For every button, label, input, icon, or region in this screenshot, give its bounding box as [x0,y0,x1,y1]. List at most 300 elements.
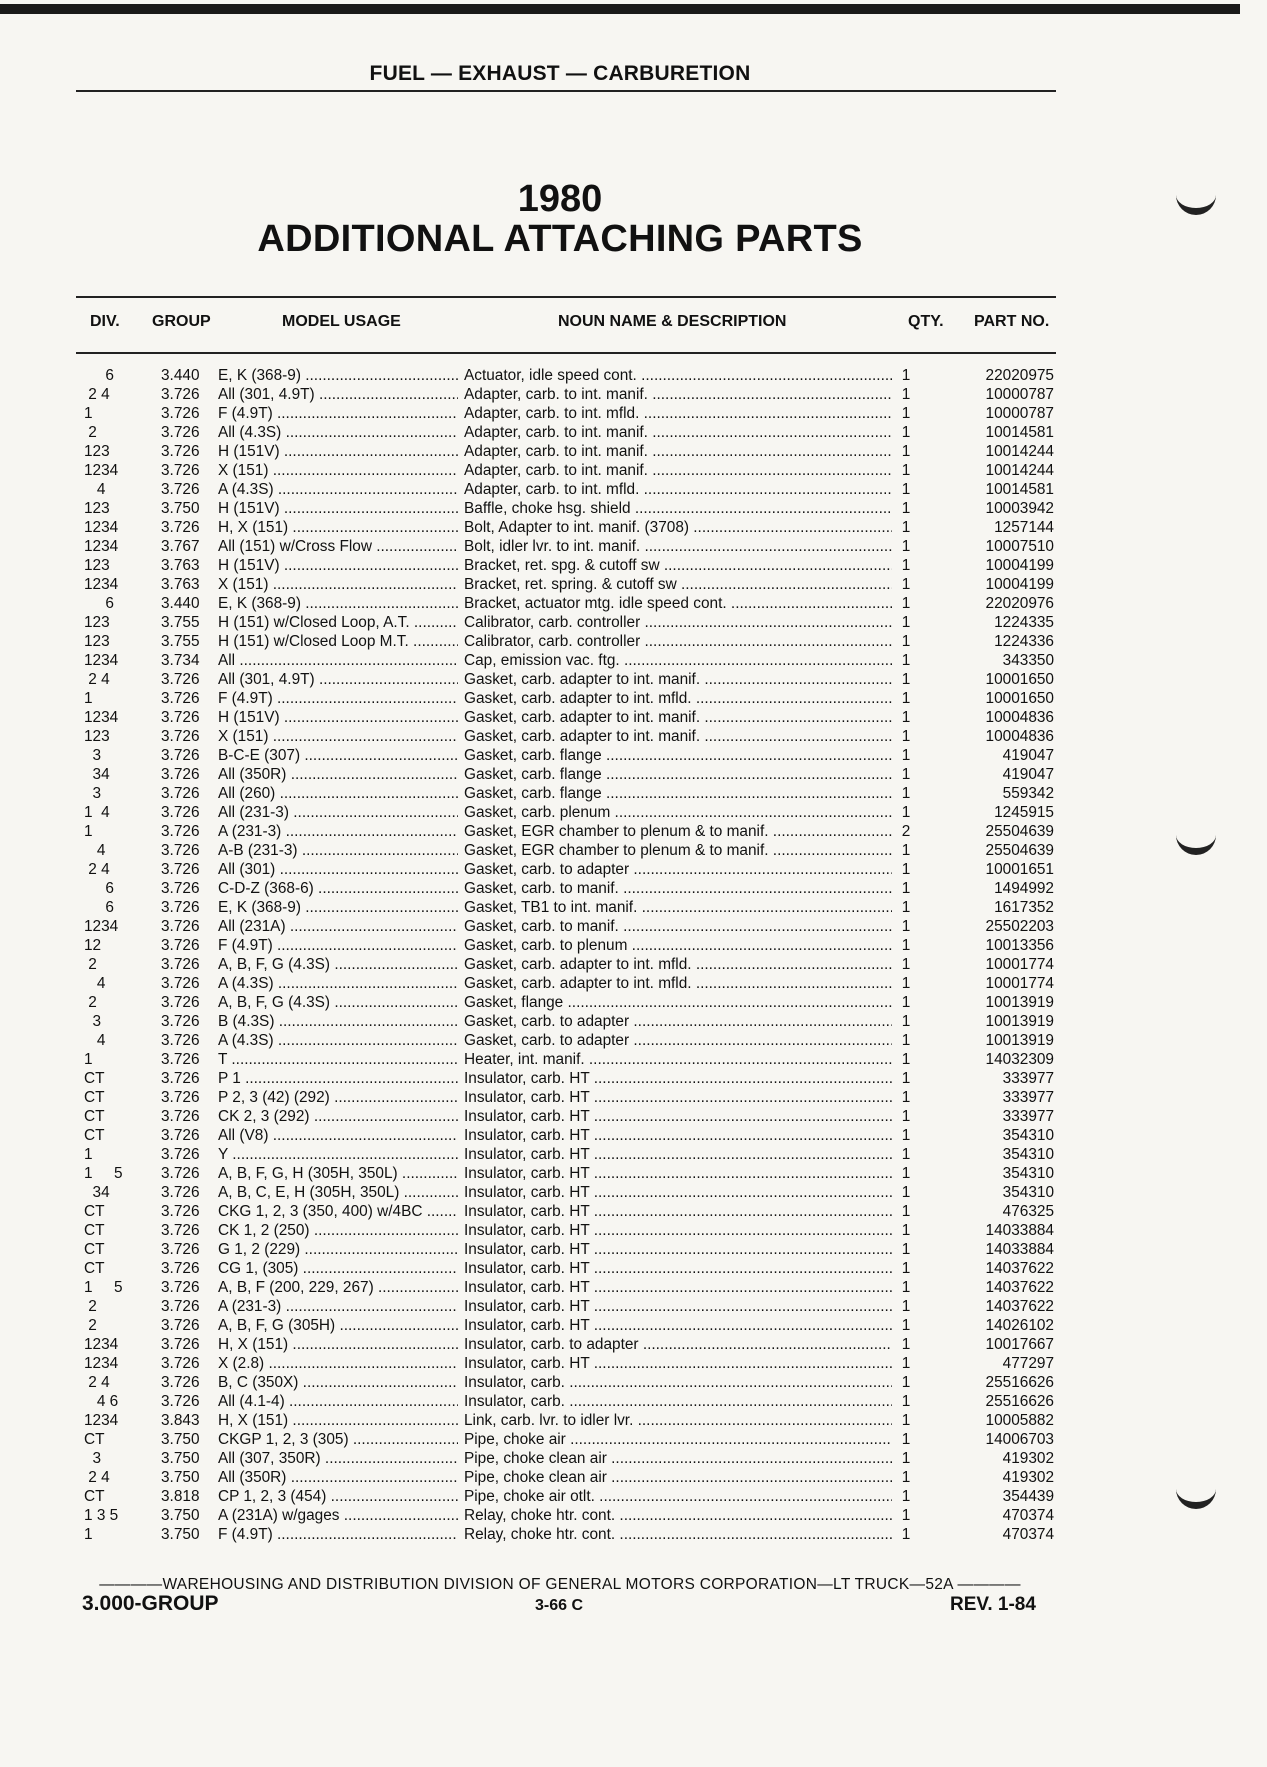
cell-description: Insulator, carb. HT ..... [464,1240,892,1259]
cell-qty: 1 [901,766,911,783]
cell-div: 2 [84,424,97,441]
punch-hole-mark [1176,186,1216,215]
cell-model-usage: B-C-E (307) ..... [218,746,458,765]
cell-qty: 1 [901,1412,911,1429]
cell-part-no: 25504639 [985,823,1054,840]
cell-div: 1 5 [84,1279,123,1296]
cell-part-no: 354310 [1002,1165,1054,1182]
cell-model-usage: H (151V) ..... [218,556,458,575]
cell-model-usage: H, X (151) ..... [218,1335,458,1354]
cell-div: 2 4 [84,386,110,403]
header-bottom-rule [76,352,1056,354]
cell-description: Relay, choke htr. cont. ..... [464,1506,892,1525]
header-top-rule [76,296,1056,298]
cell-div: 123 [84,728,110,745]
cell-div: 1234 [84,576,119,593]
cell-description: Gasket, EGR chamber to plenum & to manif. ..... [464,841,892,860]
cell-part-no: 419047 [1002,747,1054,764]
cell-qty: 1 [901,1260,911,1277]
table-row [76,879,1066,898]
cell-qty: 1 [901,1032,911,1049]
cell-div: CT [84,1108,105,1125]
table-row [76,518,1066,537]
table-row [76,1392,1066,1411]
cell-model-usage: All (307, 350R) ..... [218,1449,458,1468]
cell-part-no: 10004836 [985,728,1054,745]
cell-part-no: 25504639 [985,842,1054,859]
cell-model-usage: All (260) ..... [218,784,458,803]
cell-model-usage: B (4.3S) ..... [218,1012,458,1031]
cell-group: 3.726 [161,1070,200,1087]
cell-description: Insulator, carb. HT ..... [464,1183,892,1202]
cell-description: Heater, int. manif. ..... [464,1050,892,1069]
cell-qty: 1 [901,899,911,916]
cell-qty: 1 [901,386,911,403]
cell-group: 3.440 [161,595,200,612]
table-row [76,974,1066,993]
header-div: DIV. [90,313,120,330]
punch-hole-mark [1176,826,1216,855]
cell-div: CT [84,1260,105,1277]
cell-group: 3.750 [161,500,200,517]
cell-description: Insulator, carb. HT ..... [464,1088,892,1107]
cell-qty: 1 [901,1355,911,1372]
cell-description: Insulator, carb. HT ..... [464,1297,892,1316]
cell-model-usage: All (4.1-4) ..... [218,1392,458,1411]
cell-part-no: 14033884 [985,1241,1054,1258]
cell-group: 3.726 [161,899,200,916]
cell-group: 3.726 [161,1203,200,1220]
table-row [76,898,1066,917]
cell-model-usage: A, B, F, G (4.3S) ..... [218,955,458,974]
table-row [76,385,1066,404]
table-row [76,1316,1066,1335]
cell-qty: 1 [901,405,911,422]
cell-model-usage: A, B, F, G (305H) ..... [218,1316,458,1335]
cell-description: Relay, choke htr. cont. ..... [464,1525,892,1544]
cell-div: 2 [84,956,97,973]
table-row [76,1525,1066,1544]
table-row [76,556,1066,575]
cell-group: 3.726 [161,1165,200,1182]
page-year: 1980 [517,178,603,220]
cell-model-usage: T ..... [218,1050,458,1069]
cell-qty: 1 [901,975,911,992]
cell-description: Adapter, carb. to int. manif. ..... [464,423,892,442]
cell-qty: 1 [901,614,911,631]
cell-model-usage: G 1, 2 (229) ..... [218,1240,458,1259]
cell-part-no: 10014244 [985,443,1054,460]
cell-part-no: 25516626 [985,1374,1054,1391]
cell-model-usage: H, X (151) ..... [218,1411,458,1430]
cell-qty: 1 [901,1488,911,1505]
cell-part-no: 10001650 [985,671,1054,688]
cell-description: Gasket, carb. adapter to int. mfld. ..... [464,974,892,993]
table-row [76,1164,1066,1183]
table-row [76,917,1066,936]
cell-qty: 1 [901,633,911,650]
cell-group: 3.818 [161,1488,200,1505]
cell-div: 1234 [84,652,119,669]
cell-model-usage: A, B, F, G (4.3S) ..... [218,993,458,1012]
table-row [76,480,1066,499]
cell-group: 3.726 [161,1355,200,1372]
cell-part-no: 477297 [1002,1355,1054,1372]
cell-description: Link, carb. lvr. to idler lvr. ..... [464,1411,892,1430]
header-model-usage: MODEL USAGE [282,313,401,330]
cell-model-usage: P 1 ..... [218,1069,458,1088]
cell-div: 123 [84,633,110,650]
cell-description: Insulator, carb. HT ..... [464,1202,892,1221]
cell-part-no: 10013919 [985,1013,1054,1030]
cell-group: 3.726 [161,709,200,726]
cell-part-no: 1617352 [994,899,1054,916]
cell-description: Gasket, carb. plenum ..... [464,803,892,822]
cell-div: 1 [84,1146,93,1163]
cell-qty: 1 [901,956,911,973]
cell-part-no: 14037622 [985,1279,1054,1296]
cell-group: 3.750 [161,1526,200,1543]
cell-div: 2 [84,1317,97,1334]
cell-div: 4 [84,975,106,992]
cell-group: 3.726 [161,1336,200,1353]
cell-model-usage: B, C (350X) ..... [218,1373,458,1392]
table-row [76,1145,1066,1164]
cell-div: 4 [84,1032,106,1049]
cell-qty: 1 [901,652,911,669]
cell-group: 3.750 [161,1469,200,1486]
cell-model-usage: CKG 1, 2, 3 (350, 400) w/4BC ..... [218,1202,458,1221]
cell-qty: 2 [901,823,911,840]
footer-publisher-line: ————WAREHOUSING AND DISTRIBUTION DIVISION OF GENERAL MOTORS CORPORATION—LT TRUCK—52A ———— [99,1576,1021,1593]
cell-div: 1234 [84,918,119,935]
cell-description: Bracket, actuator mtg. idle speed cont. ..... [464,594,892,613]
cell-group: 3.726 [161,785,200,802]
punch-hole-mark [1176,1480,1216,1509]
cell-description: Cap, emission vac. ftg. ..... [464,651,892,670]
cell-group: 3.750 [161,1431,200,1448]
cell-qty: 1 [901,500,911,517]
table-row [76,708,1066,727]
cell-qty: 1 [901,1374,911,1391]
cell-description: Gasket, carb. adapter to int. mfld. ..... [464,955,892,974]
cell-div: 4 6 [84,1393,119,1410]
cell-div: 1 [84,823,93,840]
cell-group: 3.763 [161,557,200,574]
cell-group: 3.750 [161,1507,200,1524]
cell-part-no: 419302 [1002,1450,1054,1467]
cell-qty: 1 [901,1013,911,1030]
cell-qty: 1 [901,804,911,821]
cell-group: 3.726 [161,386,200,403]
cell-model-usage: F (4.9T) ..... [218,936,458,955]
cell-description: Gasket, carb. to adapter ..... [464,860,892,879]
cell-group: 3.726 [161,918,200,935]
cell-qty: 1 [901,1051,911,1068]
cell-part-no: 10001774 [985,975,1054,992]
cell-qty: 1 [901,918,911,935]
cell-part-no: 10001774 [985,956,1054,973]
cell-model-usage: All (301, 4.9T) ..... [218,670,458,689]
table-row [76,1430,1066,1449]
cell-description: Bolt, idler lvr. to int. manif. ..... [464,537,892,556]
cell-part-no: 14033884 [985,1222,1054,1239]
table-row [76,727,1066,746]
table-row [76,936,1066,955]
cell-div: 1 4 [84,804,110,821]
cell-part-no: 354310 [1002,1146,1054,1163]
cell-model-usage: A (4.3S) ..... [218,480,458,499]
table-row [76,1335,1066,1354]
cell-part-no: 10004199 [985,557,1054,574]
cell-group: 3.726 [161,405,200,422]
table-row [76,841,1066,860]
header-description: NOUN NAME & DESCRIPTION [558,313,787,330]
cell-part-no: 10005882 [985,1412,1054,1429]
table-row [76,803,1066,822]
cell-group: 3.726 [161,994,200,1011]
cell-qty: 1 [901,1127,911,1144]
cell-description: Gasket, carb. flange ..... [464,746,892,765]
cell-group: 3.755 [161,614,200,631]
cell-div: 1 [84,405,93,422]
cell-model-usage: H (151V) ..... [218,708,458,727]
cell-qty: 1 [901,424,911,441]
cell-part-no: 10014244 [985,462,1054,479]
cell-div: 3 [84,747,102,764]
cell-qty: 1 [901,690,911,707]
cell-model-usage: All (301, 4.9T) ..... [218,385,458,404]
footer-revision: REV. 1-84 [950,1594,1036,1615]
cell-qty: 1 [901,671,911,688]
cell-div: 1 3 5 [84,1507,119,1524]
cell-model-usage: P 2, 3 (42) (292) ..... [218,1088,458,1107]
cell-qty: 1 [901,842,911,859]
cell-model-usage: CK 2, 3 (292) ..... [218,1107,458,1126]
cell-group: 3.726 [161,1127,200,1144]
cell-qty: 1 [901,1203,911,1220]
cell-div: CT [84,1203,105,1220]
cell-part-no: 10000787 [985,386,1054,403]
table-row [76,461,1066,480]
cell-group: 3.726 [161,880,200,897]
parts-table-body [76,366,1066,1544]
table-row [76,1487,1066,1506]
cell-group: 3.726 [161,1032,200,1049]
cell-model-usage: A, B, F (200, 229, 267) ..... [218,1278,458,1297]
cell-qty: 1 [901,462,911,479]
cell-qty: 1 [901,728,911,745]
cell-description: Gasket, flange ..... [464,993,892,1012]
cell-part-no: 1224335 [994,614,1054,631]
cell-part-no: 10014581 [985,424,1054,441]
cell-div: CT [84,1488,105,1505]
cell-part-no: 14037622 [985,1260,1054,1277]
cell-part-no: 354310 [1002,1127,1054,1144]
header-part-no: PART NO. [974,313,1050,330]
cell-div: CT [84,1431,105,1448]
table-row [76,423,1066,442]
cell-group: 3.726 [161,728,200,745]
cell-div: 2 4 [84,1374,110,1391]
table-row [76,746,1066,765]
cell-qty: 1 [901,1165,911,1182]
cell-div: 1234 [84,538,119,555]
table-row [76,1278,1066,1297]
top-scan-edge [0,4,1240,14]
cell-group: 3.843 [161,1412,200,1429]
table-row [76,1354,1066,1373]
cell-qty: 1 [901,1279,911,1296]
cell-part-no: 10013919 [985,1032,1054,1049]
cell-group: 3.726 [161,671,200,688]
cell-part-no: 354310 [1002,1184,1054,1201]
table-row [76,651,1066,670]
cell-description: Adapter, carb. to int. mfld. ..... [464,404,892,423]
cell-qty: 1 [901,576,911,593]
cell-part-no: 10017667 [985,1336,1054,1353]
cell-description: Insulator, carb. HT ..... [464,1259,892,1278]
cell-model-usage: CKGP 1, 2, 3 (305) ..... [218,1430,458,1449]
cell-group: 3.726 [161,1374,200,1391]
cell-description: Gasket, carb. to manif. ..... [464,917,892,936]
cell-group: 3.726 [161,481,200,498]
cell-part-no: 354439 [1002,1488,1054,1505]
cell-part-no: 333977 [1002,1070,1054,1087]
cell-qty: 1 [901,519,911,536]
cell-group: 3.726 [161,1051,200,1068]
cell-qty: 1 [901,1146,911,1163]
cell-part-no: 14032309 [985,1051,1054,1068]
cell-description: Insulator, carb. HT ..... [464,1354,892,1373]
cell-description: Calibrator, carb. controller ..... [464,613,892,632]
cell-group: 3.726 [161,975,200,992]
cell-description: Insulator, carb. HT ..... [464,1278,892,1297]
cell-part-no: 419302 [1002,1469,1054,1486]
table-row [76,1297,1066,1316]
cell-part-no: 10003942 [985,500,1054,517]
cell-qty: 1 [901,937,911,954]
cell-model-usage: All (350R) ..... [218,765,458,784]
cell-qty: 1 [901,1298,911,1315]
cell-group: 3.726 [161,1317,200,1334]
cell-div: 1234 [84,519,119,536]
cell-part-no: 559342 [1002,785,1054,802]
table-row [76,632,1066,651]
cell-qty: 1 [901,994,911,1011]
title-rule [76,90,1056,92]
cell-model-usage: A (231-3) ..... [218,822,458,841]
cell-description: Adapter, carb. to int. manif. ..... [464,442,892,461]
cell-div: 2 4 [84,861,110,878]
table-row [76,499,1066,518]
cell-group: 3.726 [161,443,200,460]
cell-qty: 1 [901,1070,911,1087]
cell-description: Pipe, choke clean air ..... [464,1449,892,1468]
cell-group: 3.726 [161,1260,200,1277]
cell-model-usage: A (231-3) ..... [218,1297,458,1316]
cell-model-usage: A-B (231-3) ..... [218,841,458,860]
table-row [76,1183,1066,1202]
cell-div: 34 [84,766,110,783]
cell-part-no: 333977 [1002,1108,1054,1125]
cell-group: 3.726 [161,1013,200,1030]
cell-part-no: 10004199 [985,576,1054,593]
cell-qty: 1 [901,1526,911,1543]
cell-part-no: 10013919 [985,994,1054,1011]
cell-qty: 1 [901,861,911,878]
cell-qty: 1 [901,785,911,802]
cell-model-usage: CG 1, (305) ..... [218,1259,458,1278]
cell-part-no: 470374 [1002,1507,1054,1524]
cell-group: 3.726 [161,1393,200,1410]
cell-part-no: 10014581 [985,481,1054,498]
cell-qty: 1 [901,880,911,897]
cell-group: 3.750 [161,1450,200,1467]
cell-model-usage: A (4.3S) ..... [218,974,458,993]
cell-part-no: 476325 [1002,1203,1054,1220]
cell-description: Gasket, carb. adapter to int. manif. ..... [464,708,892,727]
cell-div: 2 4 [84,671,110,688]
table-row [76,1107,1066,1126]
cell-group: 3.763 [161,576,200,593]
cell-qty: 1 [901,1431,911,1448]
table-row [76,1411,1066,1430]
table-row [76,404,1066,423]
cell-model-usage: H (151V) ..... [218,499,458,518]
cell-part-no: 25502203 [985,918,1054,935]
table-row [76,784,1066,803]
table-row [76,993,1066,1012]
cell-group: 3.726 [161,1241,200,1258]
cell-group: 3.726 [161,1089,200,1106]
cell-div: 6 [84,880,114,897]
cell-div: 1234 [84,1336,119,1353]
cell-div: 1234 [84,1412,119,1429]
cell-description: Insulator, carb. HT ..... [464,1069,892,1088]
cell-description: Bracket, ret. spring. & cutoff sw ..... [464,575,892,594]
cell-group: 3.755 [161,633,200,650]
cell-part-no: 25516626 [985,1393,1054,1410]
cell-part-no: 14006703 [985,1431,1054,1448]
cell-part-no: 470374 [1002,1526,1054,1543]
cell-description: Adapter, carb. to int. manif. ..... [464,385,892,404]
cell-group: 3.726 [161,1146,200,1163]
cell-group: 3.726 [161,690,200,707]
footer-group: 3.000-GROUP [82,1592,219,1615]
cell-description: Pipe, choke air ..... [464,1430,892,1449]
cell-description: Gasket, carb. adapter to int. manif. ..... [464,727,892,746]
cell-div: 3 [84,785,102,802]
cell-div: 1 [84,1526,93,1543]
cell-qty: 1 [901,1184,911,1201]
cell-description: Adapter, carb. to int. manif. ..... [464,461,892,480]
cell-qty: 1 [901,709,911,726]
cell-model-usage: F (4.9T) ..... [218,689,458,708]
cell-qty: 1 [901,538,911,555]
cell-qty: 1 [901,443,911,460]
table-row [76,670,1066,689]
cell-part-no: 10001651 [985,861,1054,878]
cell-description: Insulator, carb. HT ..... [464,1145,892,1164]
cell-div: 2 [84,994,97,1011]
cell-div: 1234 [84,462,119,479]
cell-description: Insulator, carb. HT ..... [464,1316,892,1335]
cell-description: Insulator, carb. HT ..... [464,1126,892,1145]
cell-part-no: 14037622 [985,1298,1054,1315]
cell-description: Calibrator, carb. controller ..... [464,632,892,651]
cell-qty: 1 [901,1450,911,1467]
